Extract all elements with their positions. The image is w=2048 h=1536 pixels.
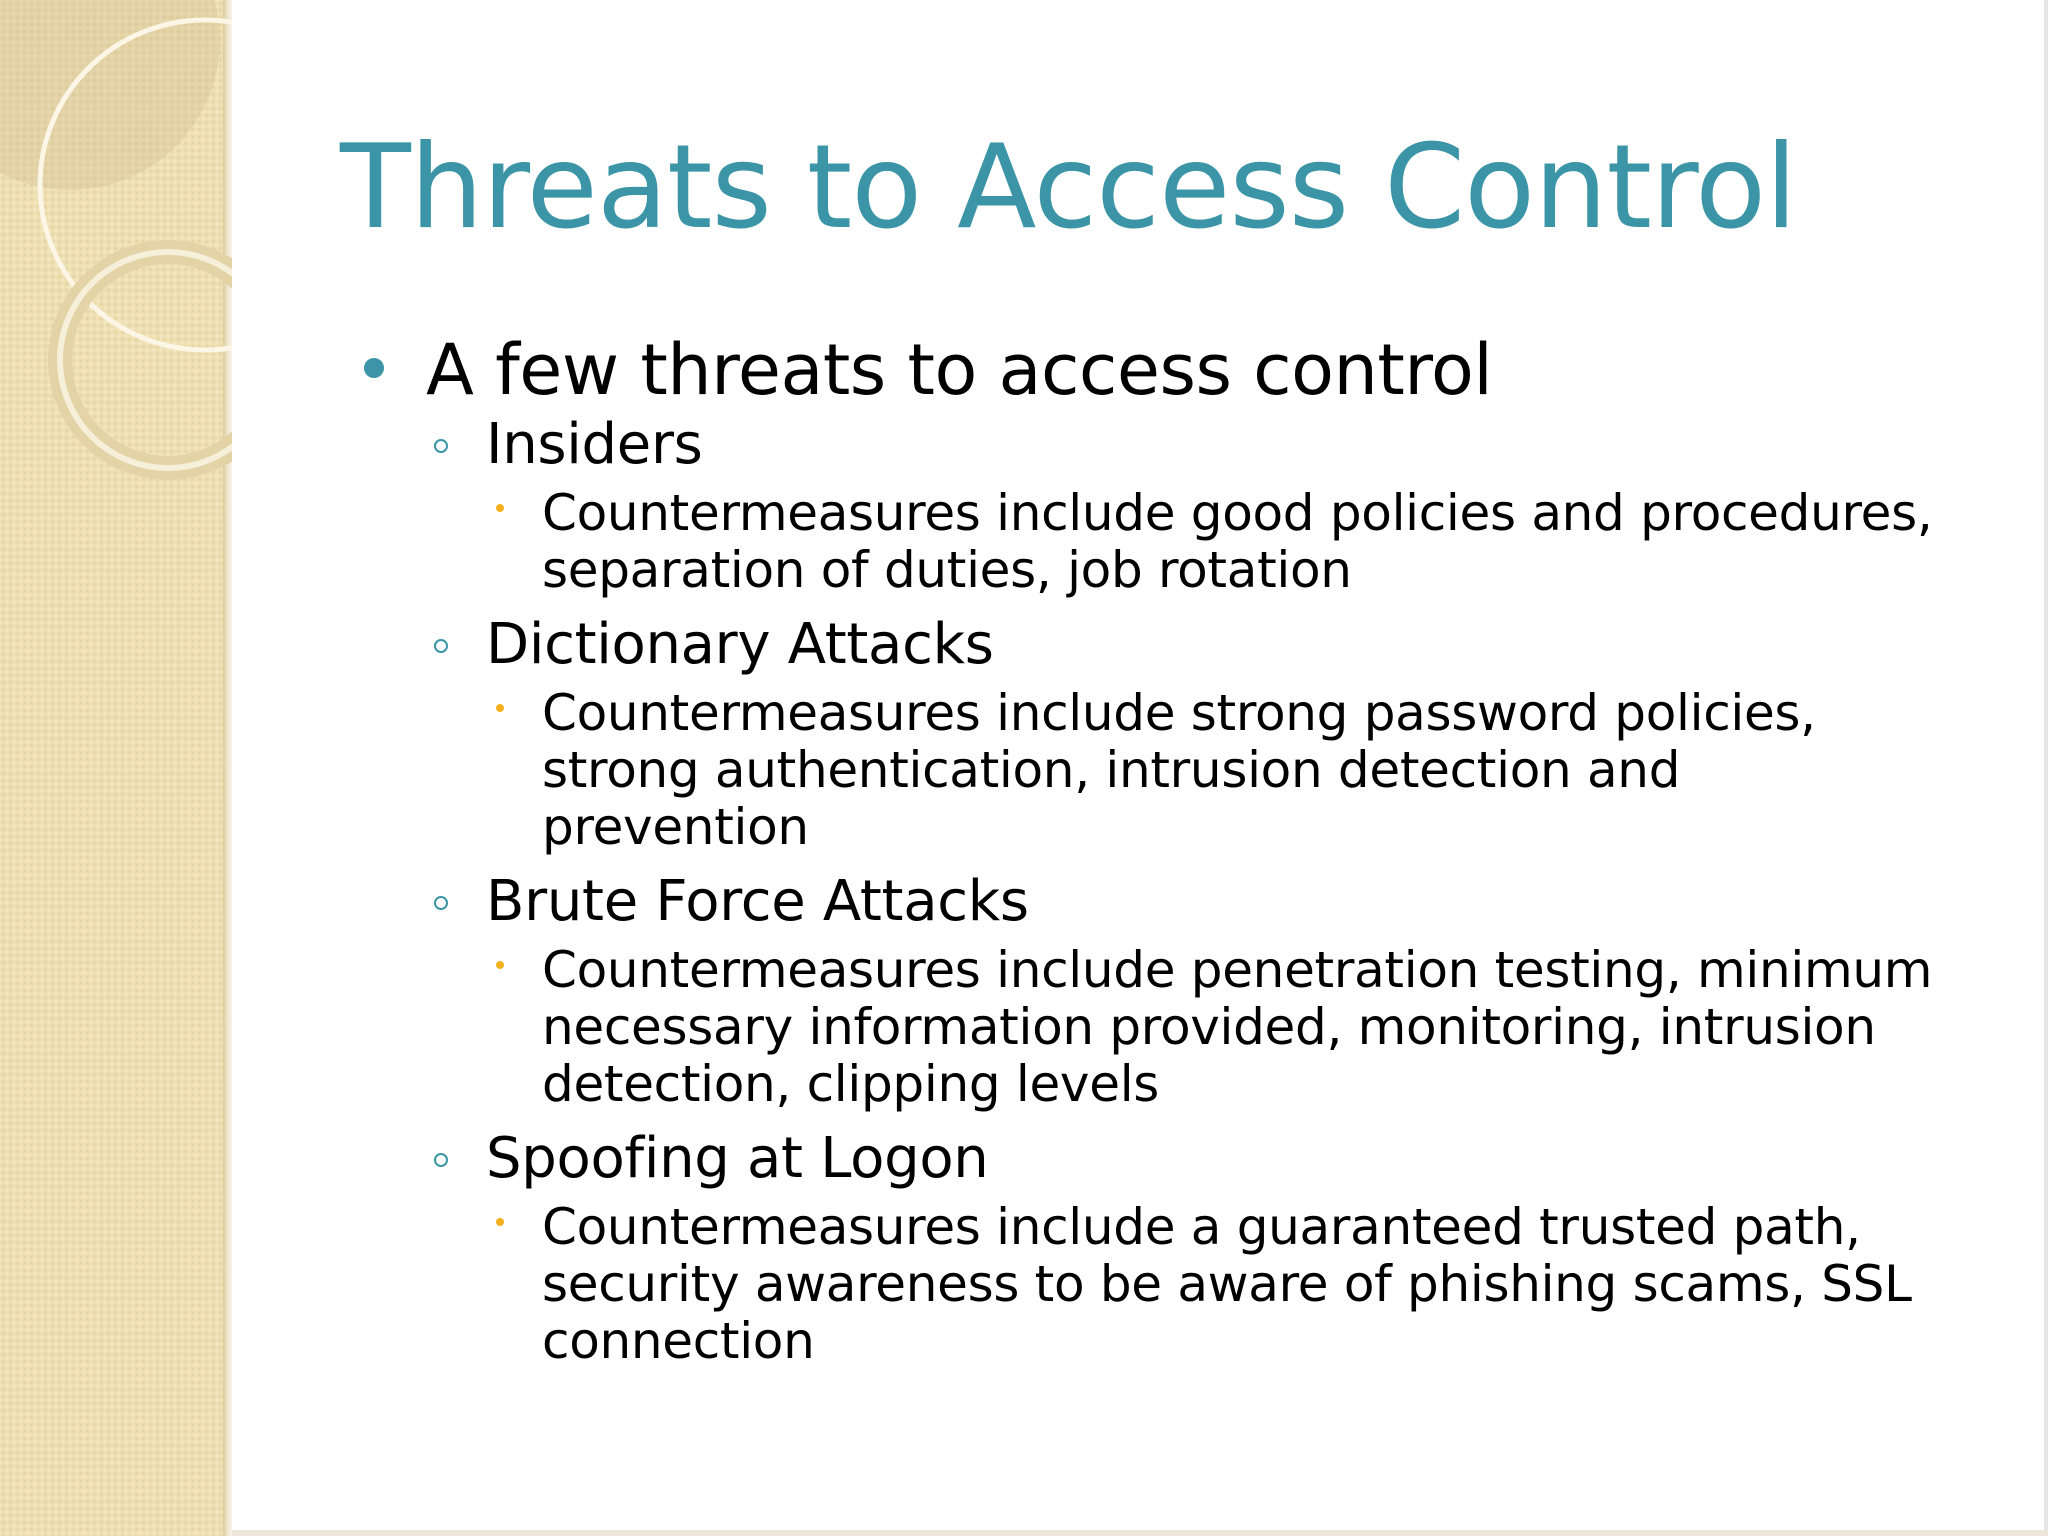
hollow-circle-bullet-icon [434, 639, 448, 653]
countermeasure-brute-force-attacks [542, 942, 1962, 1113]
decorative-disc [0, 0, 220, 190]
slide-title: Threats to Access Control [340, 120, 1797, 255]
hollow-circle-bullet-icon [434, 439, 448, 453]
threat-name: Spoofing at Logon [486, 1126, 989, 1191]
threat-item-dictionary-attacks [486, 609, 2020, 681]
small-dot-bullet-icon [496, 961, 504, 969]
threat-item-spoofing-at-logon [486, 1123, 2020, 1195]
threat-name: Dictionary Attacks [486, 612, 994, 677]
hollow-circle-bullet-icon [434, 896, 448, 910]
threat-item-insiders [486, 409, 2020, 481]
bottom-edge [232, 1530, 2048, 1536]
countermeasure-text: Countermeasures include a guaranteed trusted path, security awareness to be aware of phishing scams, SSL connection [542, 1198, 1912, 1370]
countermeasure-text: Countermeasures include strong password policies, strong authentication, intrusion detection and prevention [542, 684, 1816, 856]
filled-circle-bullet-icon [364, 358, 384, 378]
countermeasure-text: Countermeasures include penetration testing, minimum necessary information provided, monitoring, intrusion detection, clipping levels [542, 941, 1933, 1113]
slide-body [360, 325, 2020, 1380]
hollow-circle-bullet-icon [434, 1153, 448, 1167]
bullet-level-1 [360, 325, 2020, 415]
countermeasure-spoofing-at-logon [542, 1199, 1962, 1370]
countermeasure-insiders [542, 485, 1962, 599]
right-edge [2044, 0, 2048, 1536]
small-dot-bullet-icon [496, 1218, 504, 1226]
countermeasure-text: Countermeasures include good policies and procedures, separation of duties, job rotation [542, 484, 1933, 599]
small-dot-bullet-icon [496, 704, 504, 712]
decorative-ring-small [60, 252, 232, 468]
small-dot-bullet-icon [496, 504, 504, 512]
threat-name: Brute Force Attacks [486, 869, 1029, 934]
countermeasure-dictionary-attacks [542, 685, 1962, 856]
threat-item-brute-force-attacks [486, 866, 2020, 938]
threat-name: Insiders [486, 412, 703, 477]
bullet-text: A few threats to access control [426, 329, 1493, 411]
decorative-rings [0, 0, 232, 520]
